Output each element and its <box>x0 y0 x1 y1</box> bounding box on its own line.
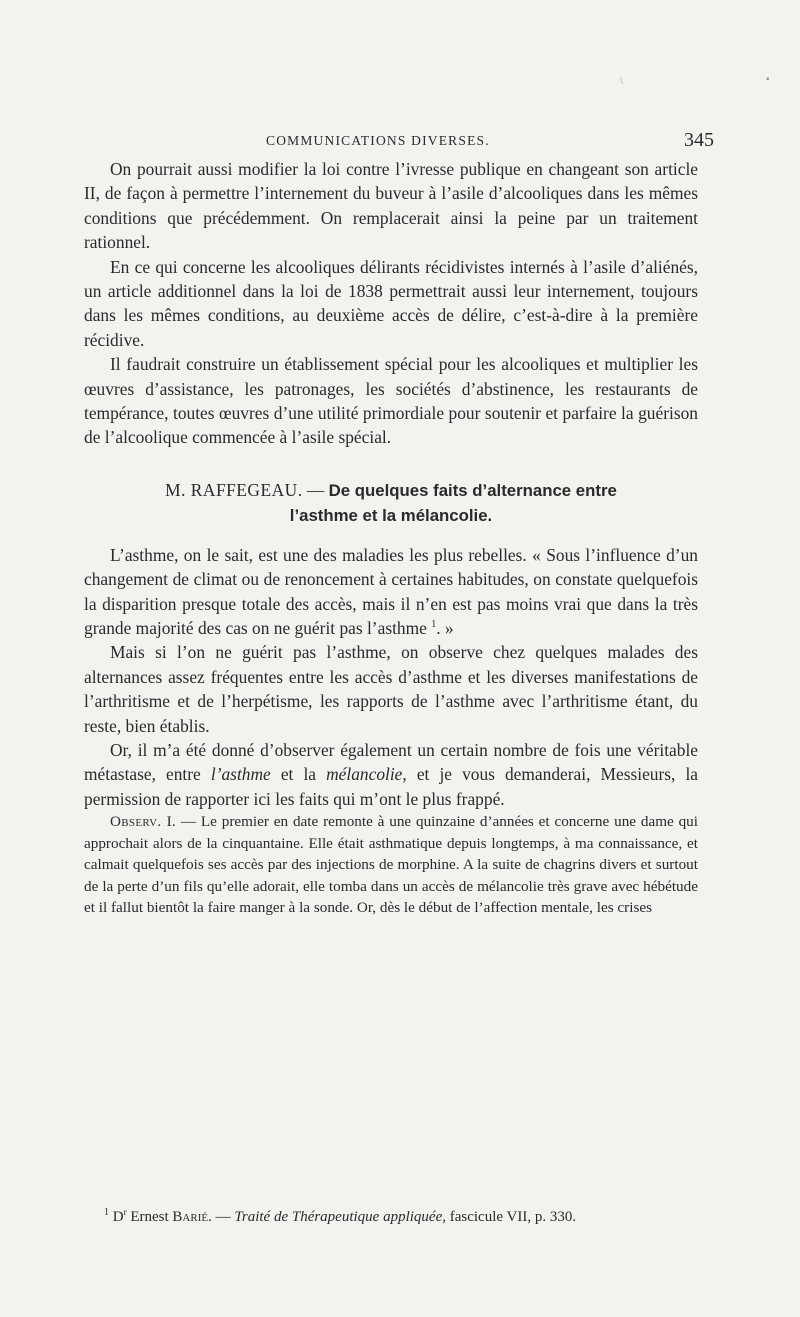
footnote-title-abbrev: $D^r$ <box>112 1207 127 1225</box>
italic-term: mélancolie, <box>326 764 407 785</box>
section-title-line-1: De quelques faits d’alternance entre <box>328 480 617 500</box>
running-head: COMMUNICATIONS DIVERSES. <box>266 133 490 148</box>
footnote-author: Barié <box>172 1209 209 1225</box>
paragraph: Il faudrait construire un établissement spécial pour les alcooliques et multiplier les œuvres d’assistance, les patronages, les sociétés d’abstinence, les restaurants de tempérance, toutes œuvres d’une utilité primordiale pour soutenir et parfaire la guérison de l’alcoolique commencée à l’asile spécial. <box>84 354 698 448</box>
paragraph <box>84 543 698 641</box>
section-author: M. RAFFEGEAU. <box>165 479 303 500</box>
heading-dash: — <box>302 479 329 500</box>
italic-term: l’asthme <box>210 764 271 785</box>
observation-text: — Le premier en date remonte à une quinzaine d’années et concerne une dame qui approchait alors de la cinquantaine. Elle était asthmatique depuis longtemps, à ma connaissance, et calmait quelquefois ses accès par des injections de morphine. A la suite de chagrins divers et surtout de la perte d’un fils qu’elle adorait, elle tomba dans un accès de mélancolie très grave avec hébétude et il fallut bientôt la faire manger à la sonde. Or, dès le début de l’affection mentale, les crises <box>84 813 698 917</box>
observation-label: Observ. I. <box>110 813 177 831</box>
paragraph <box>84 738 698 811</box>
footnote-text: fascicule VII, p. 330. <box>445 1209 577 1225</box>
paragraph: Mais si l’on ne guérit pas l’asthme, on observe chez quelques malades des alternances assez fréquentes entre les accès d’asthme et les diverses manifestations de l’arthritisme et de l’herpétisme, les rapports de l’asthme avec l’arthritisme étant, du reste, bien établis. <box>84 642 698 736</box>
section-heading <box>84 478 698 529</box>
footnote-text: Ernest <box>126 1209 173 1225</box>
footnote-text: . — <box>208 1209 235 1225</box>
paragraph-text: L’asthme, on le sait, est une des maladies les plus rebelles. « Sous l’influence d’un changement de climat ou de renoncement à certaines habitudes, on constate quelquefois la disparition presque totale des accès, mais il n’en est pas moins vrai que dans la très grande majorité des cas on ne guérit pas l’asthme <box>84 544 698 638</box>
footnote-work-title: Traité de Thérapeutique appliquée, <box>234 1209 446 1225</box>
footnote-reference: 1 <box>431 619 437 631</box>
paragraph: On pourrait aussi modifier la loi contre l’ivresse publique en changeant son article II, de façon à permettre l’internement du buveur à l’asile d’alcooliques dans les mêmes conditions que précédemment. On remplacerait ainsi la peine par un traitement rationnel. <box>84 159 698 253</box>
page-header <box>84 129 716 155</box>
paragraph-text: . » <box>436 617 454 638</box>
footnote <box>84 1207 698 1228</box>
footnote-marker: 1 <box>104 1207 109 1218</box>
paragraph-text: et je vous demanderai, Messieurs, la permission de rapporter ici les faits qui m’ont le plus frappé. <box>84 764 699 809</box>
page-number: 345 <box>684 129 714 151</box>
page-body <box>84 157 698 919</box>
paragraph: En ce qui concerne les alcooliques délirants récidivistes internés à l’asile d’aliénés, un article additionnel dans la loi de 1838 permettrait aussi leur internement, toujours dans les mêmes conditions, au deuxième accès de délire, c’est-à-dire à la première récidive. <box>84 256 698 350</box>
paragraph-text: et la <box>270 764 327 785</box>
section-title-line-2: l’asthme et la mélancolie. <box>289 506 493 526</box>
scan-speck: ▪ <box>766 74 770 85</box>
scan-speck: \ <box>620 76 623 87</box>
observation-paragraph <box>84 811 698 919</box>
footnote-dr: r <box>123 1207 127 1217</box>
paragraph-text: Or, il m’a été donné d’observer également un certain nombre de fois une véritable métastase, entre <box>84 739 698 785</box>
